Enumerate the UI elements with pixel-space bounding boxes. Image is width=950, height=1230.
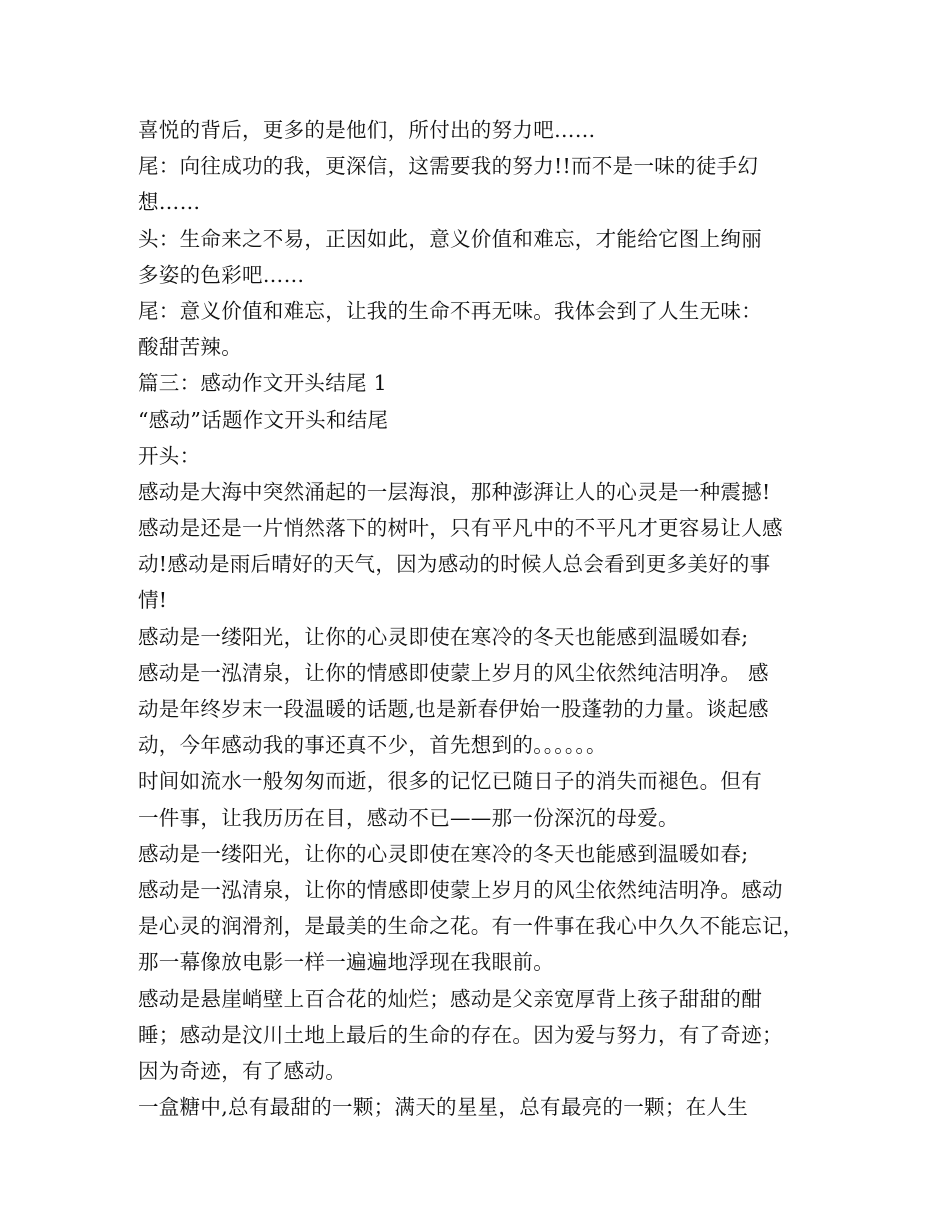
text-line: 睡；感动是汶川土地上最后的生命的存在。因为爱与努力，有了奇迹； (138, 1022, 783, 1047)
text-line: 那一幕像放电影一样一遍遍地浮现在我眼前。 (138, 950, 554, 975)
text-line: 尾：意义价值和难忘，让我的生命不再无味。我体会到了人生无味： (138, 298, 762, 323)
text-line: 感动是一泓清泉，让你的情感即使蒙上岁月的风尘依然纯洁明净。 感 (138, 660, 769, 685)
text-line: 感动是一泓清泉，让你的情感即使蒙上岁月的风尘依然纯洁明净。感动 (138, 877, 783, 902)
text-line: 篇三：感动作文开头结尾 1 (138, 371, 387, 396)
text-line: 尾：向往成功的我，更深信，这需要我的努力!!而不是一味的徒手幻 (138, 154, 759, 179)
text-line: 因为奇迹，有了感动。 (138, 1058, 346, 1083)
text-line: 动，今年感动我的事还真不少，首先想到的。。。。。。 (138, 733, 607, 758)
text-line: 情! (138, 588, 168, 613)
text-line: 时间如流水一般匆匆而逝，很多的记忆已随日子的消失而褪色。但有 (138, 769, 762, 794)
text-line: 感动是悬崖峭壁上百合花的灿烂；感动是父亲宽厚背上孩子甜甜的酣 (138, 986, 762, 1011)
document-body-text (138, 112, 828, 1125)
text-line: 头：生命来之不易，正因如此，意义价值和难忘，才能给它图上绚丽 (138, 226, 762, 251)
text-line: 喜悦的背后，更多的是他们，所付出的努力吧…… (138, 118, 596, 142)
text-line: “感动”话题作文开头和结尾 (138, 407, 389, 432)
text-line: 多姿的色彩吧…… (138, 262, 305, 287)
text-line: 是心灵的润滑剂，是最美的生命之花。有一件事在我心中久久不能忘记， (138, 914, 804, 939)
text-line: 想…… (138, 190, 201, 215)
text-line: 一盒糖中,总有最甜的一颗；满天的星星，总有最亮的一颗；在人生 (138, 1095, 749, 1120)
text-line: 动是年终岁末一段温暖的话题,也是新春伊始一股蓬勃的力量。谈起感 (138, 697, 769, 721)
text-line: 动!感动是雨后晴好的天气，因为感动的时候人总会看到更多美好的事 (138, 552, 771, 577)
text-line: 感动是一缕阳光，让你的心灵即使在寒冷的冬天也能感到温暖如春; (138, 841, 749, 866)
text-line: 感动是一缕阳光，让你的心灵即使在寒冷的冬天也能感到温暖如春; (138, 624, 749, 649)
text-line: 感动是大海中突然涌起的一层海浪，那种澎湃让人的心灵是一种震撼! (138, 479, 771, 504)
text-line: 开头： (138, 443, 201, 468)
text-line: 感动是还是一片悄然落下的树叶，只有平凡中的不平凡才更容易让人感 (138, 516, 783, 541)
text-line: 酸甜苦辣。 (138, 335, 242, 360)
text-line: 一件事，让我历历在目，感动不已——那一份深沉的母爱。 (138, 805, 679, 830)
